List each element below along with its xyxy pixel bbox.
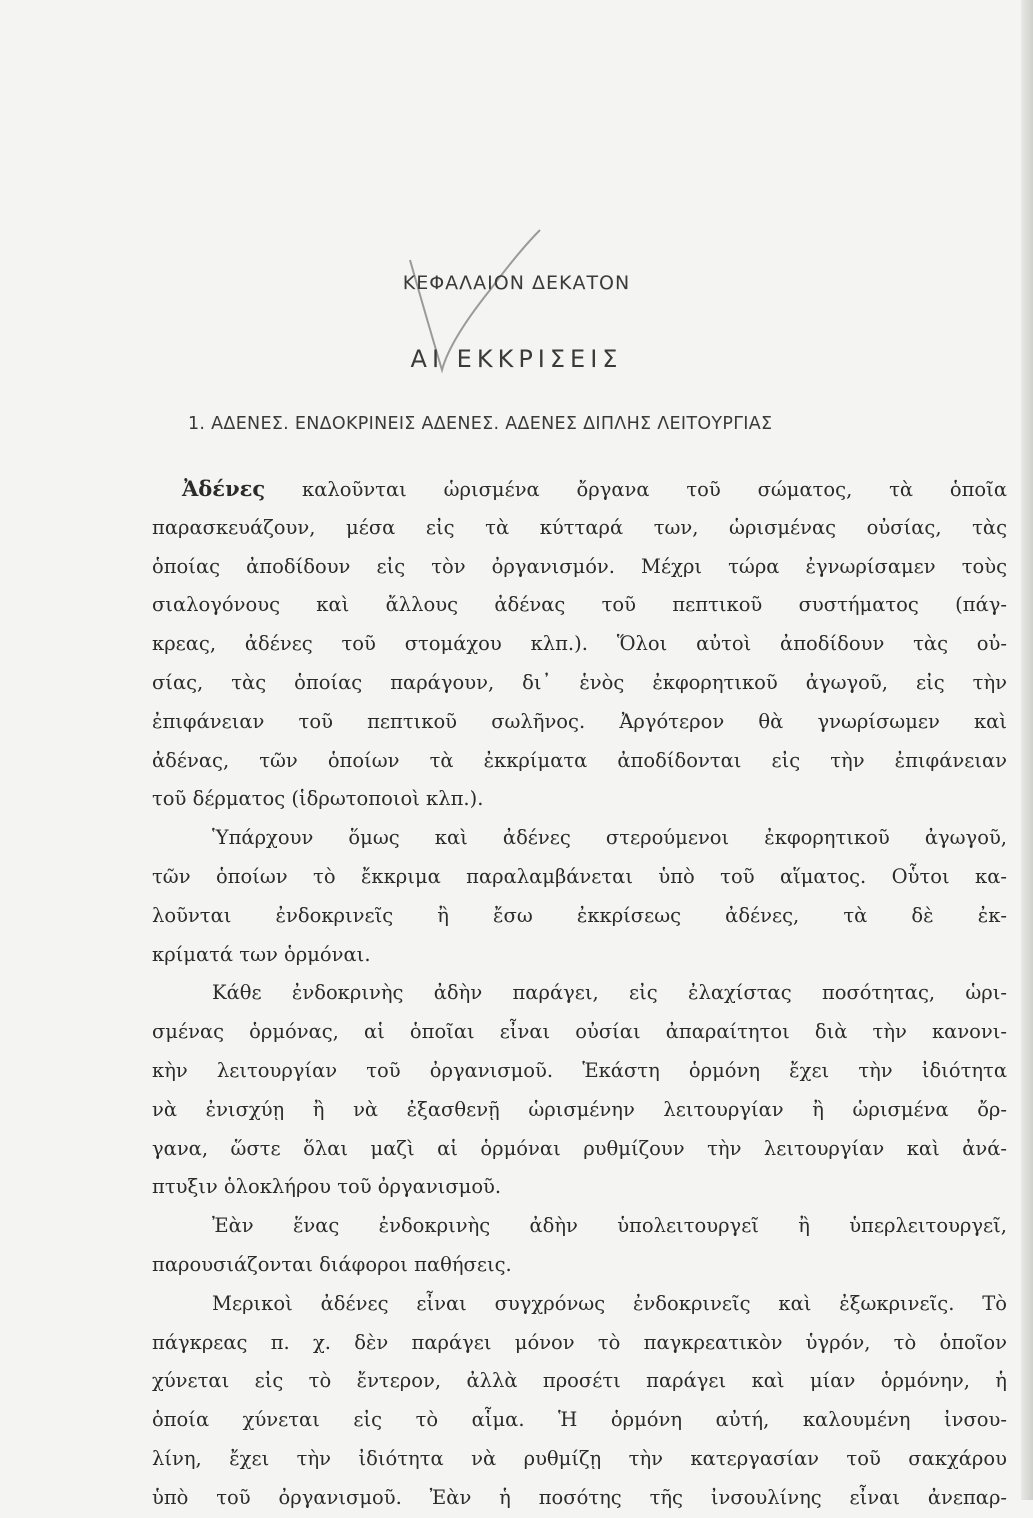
section-heading: 1. ΑΔΕΝΕΣ. ΕΝΔΟΚΡΙΝΕΙΣ ΑΔΕΝΕΣ. ΑΔΕΝΕΣ ΔΙΠΛΗΣ ΛΕΙΤΟΥΡΓΙΑΣ xyxy=(188,414,773,434)
paragraph-line: ἀδένας, τῶν ὁποίων τὰ ἐκκρίματα ἀποδίδονται εἰς τὴν ἐπιφάνειαν xyxy=(152,748,1007,772)
paragraph-line: Ὑπάρχουν ὅμως καὶ ἀδένες στερούμενοι ἐκφορητικοῦ ἀγωγοῦ, xyxy=(212,826,1007,850)
paragraph-line: παρουσιάζονται διάφοροι παθήσεις. xyxy=(152,1252,512,1276)
paragraph-line: σμένας ὁρμόνας, αἱ ὁποῖαι εἶναι οὐσίαι ἀπαραίτητοι διὰ τὴν κανονι- xyxy=(152,1020,1007,1044)
paragraph-line: Ἐὰν ἕνας ἐνδοκρινὴς ἀδὴν ὑπολειτουργεῖ ἢ ὑπερλειτουργεῖ, xyxy=(212,1214,1007,1238)
paragraph-line: σίας, τὰς ὁποίας παράγουν, δι᾽ ἑνὸς ἐκφορητικοῦ ἀγωγοῦ, εἰς τὴν xyxy=(152,670,1007,694)
page-edge xyxy=(1021,0,1033,1500)
paragraph-line: χύνεται εἰς τὸ ἔντερον, ἀλλὰ προσέτι παράγει καὶ μίαν ὁρμόνην, ἡ xyxy=(152,1369,1007,1393)
paragraph-line: σιαλογόνους καὶ ἄλλους ἀδένας τοῦ πεπτικοῦ συστήματος (πάγ- xyxy=(152,593,1007,617)
paragraph-line: νὰ ἐνισχύῃ ἢ νὰ ἐξασθενῇ ὡρισμένην λειτουργίαν ἢ ὡρισμένα ὄρ- xyxy=(152,1097,1007,1121)
paragraph-line: κρεας, ἀδένες τοῦ στομάχου κλπ.). Ὅλοι αὐτοὶ ἀποδίδουν τὰς οὐ- xyxy=(152,632,1007,656)
paragraph-line: Κάθε ἐνδοκρινὴς ἀδὴν παράγει, εἰς ἐλαχίστας ποσότητας, ὡρι- xyxy=(212,981,1007,1005)
paragraph-line: λοῦνται ἐνδοκρινεῖς ἢ ἔσω ἐκκρίσεως ἀδένες, τὰ δὲ ἐκ- xyxy=(152,903,1007,927)
paragraph-line: πτυξιν ὁλοκλήρου τοῦ ὀργανισμοῦ. xyxy=(152,1175,502,1199)
paragraph-line: ὁποία χύνεται εἰς τὸ αἷμα. Ἡ ὁρμόνη αὐτή, καλουμένη ἰνσου- xyxy=(152,1408,1007,1432)
lead-word: Ἀδένες xyxy=(182,476,266,501)
paragraph-line: τῶν ὁποίων τὸ ἔκκριμα παραλαμβάνεται ὑπὸ τοῦ αἵματος. Οὗτοι κα- xyxy=(152,864,1007,888)
paragraph-line: λίνη, ἔχει τὴν ἰδιότητα νὰ ρυθμίζῃ τὴν κατεργασίαν τοῦ σακχάρου xyxy=(152,1446,1007,1470)
paragraph-line: τοῦ δέρματος (ἱδρωτοποιοὶ κλπ.). xyxy=(152,787,484,811)
chapter-title: ΑΙ ΕΚΚΡΙΣΕΙΣ xyxy=(410,345,623,373)
paragraph-line: ὑπὸ τοῦ ὀργανισμοῦ. Ἐὰν ἡ ποσότης τῆς ἰνσουλίνης εἶναι ἀνεπαρ- xyxy=(152,1485,1007,1509)
paragraph-line: ὁποίας ἀποδίδουν εἰς τὸν ὀργανισμόν. Μέχρι τώρα ἐγνωρίσαμεν τοὺς xyxy=(152,554,1007,578)
body-text xyxy=(152,470,1007,1518)
paragraph-line: Ἀδένες καλοῦνται ὡρισμένα ὄργανα τοῦ σώματος, τὰ ὁποῖα xyxy=(182,476,1007,501)
paragraph-line: γανα, ὥστε ὅλαι μαζὶ αἱ ὁρμόναι ρυθμίζουν τὴν λειτουργίαν καὶ ἀνά- xyxy=(152,1136,1007,1160)
paragraph-line: πάγκρεας π. χ. δὲν παράγει μόνον τὸ παγκρεατικὸν ὑγρόν, τὸ ὁποῖον xyxy=(152,1330,1007,1354)
paragraph-line: Μερικοὶ ἀδένες εἶναι συγχρόνως ἐνδοκρινεῖς καὶ ἐξωκρινεῖς. Τὸ xyxy=(212,1291,1007,1315)
chapter-heading: ΚΕΦΑΛΑΙΟΝ ΔΕΚΑΤΟΝ xyxy=(402,272,631,294)
paragraph-line: κὴν λειτουργίαν τοῦ ὀργανισμοῦ. Ἑκάστη ὁρμόνη ἔχει τὴν ἰδιότητα xyxy=(152,1058,1007,1082)
paragraph-line: παρασκευάζουν, μέσα εἰς τὰ κύτταρά των, ὡρισμένας οὐσίας, τὰς xyxy=(152,515,1007,539)
paragraph-line: κρίματά των ὁρμόναι. xyxy=(152,942,371,966)
paragraph-line: ἐπιφάνειαν τοῦ πεπτικοῦ σωλῆνος. Ἀργότερον θὰ γνωρίσωμεν καὶ xyxy=(152,709,1007,733)
